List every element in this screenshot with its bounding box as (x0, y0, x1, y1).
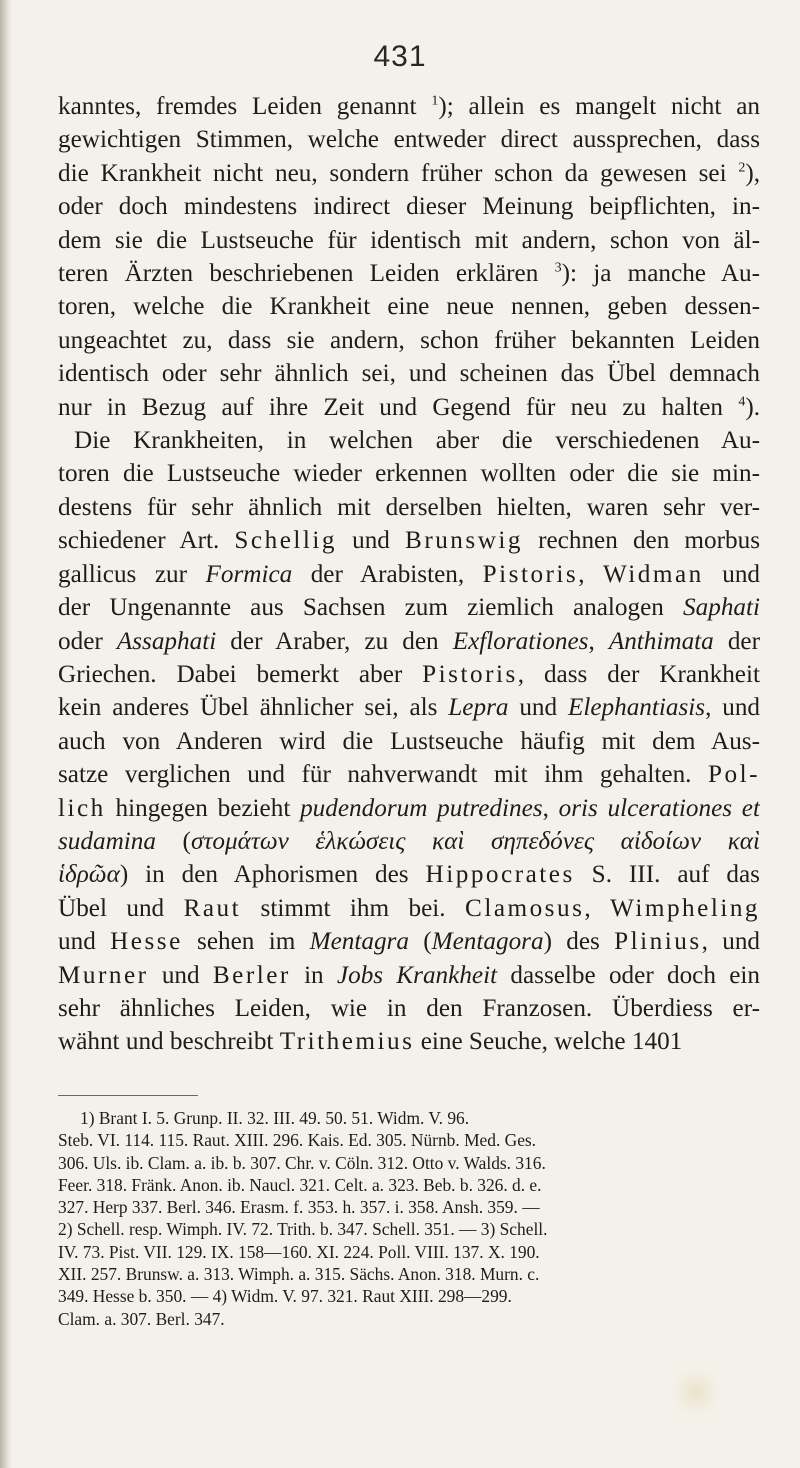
text-line (58, 959, 760, 992)
text-run: toren, welche die Krankheit eine neue nennen, geben dessen- (58, 293, 760, 321)
footnote-line: Feer. 318. Fränk. Anon. ib. Naucl. 321. Celt. a. 323. Beb. b. 326. d. e. (58, 1174, 542, 1195)
footnote-marker: 4 (738, 394, 746, 410)
spaced-name: Pistoris (482, 560, 579, 588)
text-line (58, 424, 760, 457)
italic-term: Exflorationes (452, 627, 589, 655)
text-run: dasselbe oder doch ein (497, 961, 760, 989)
text-line (58, 925, 760, 958)
text-run: der Araber, zu den (216, 627, 453, 655)
text-run: , (584, 894, 611, 922)
text-run: , dass der Krankheit (517, 660, 760, 688)
footnote-line: 2) Schell. resp. Wimph. IV. 72. Trith. b. 347. Schell. 351. — 3) Schell. (58, 1219, 548, 1240)
italic-term: Saphati (683, 594, 760, 622)
text-run: Griechen. Dabei bemerkt aber (58, 660, 423, 688)
spaced-name: Raut (183, 894, 242, 922)
footnote-line: 327. Herp 337. Berl. 346. Erasm. f. 353. h. 357. i. 358. Ansh. 359. — (58, 1197, 540, 1218)
text-line (58, 725, 760, 758)
footnote-line: Clam. a. 307. Berl. 347. (58, 1308, 225, 1329)
footnote-rule (58, 1095, 198, 1096)
text-run: sehen im (182, 928, 310, 956)
spaced-name: Clamosus (465, 894, 585, 922)
text-line (58, 825, 760, 858)
text-run: ) des (543, 928, 615, 956)
text-run: ) in den Aphorismen des (119, 861, 426, 889)
text-run: destens für sehr ähnlich mit derselben hielten, waren sehr ver- (58, 493, 760, 521)
text-run: ), (745, 159, 760, 187)
footnote-marker: 2 (738, 160, 746, 176)
text-run: nur in Bezug auf ihre Zeit und Gegend für neu zu halten (58, 393, 739, 421)
italic-term: Lepra (448, 694, 509, 722)
text-run: , (588, 627, 609, 655)
italic-term: Mentagra (309, 928, 409, 956)
spaced-name: Plinius (614, 928, 702, 956)
text-run: eine Seuche, welche 1401 (414, 1028, 683, 1056)
footnote-line: Steb. VI. 114. 115. Raut. XIII. 296. Kais. Ed. 305. Nürnb. Med. Ges. (58, 1130, 537, 1151)
text-run: ); allein es mangelt nicht an (438, 93, 760, 120)
text-run: gallicus zur (58, 560, 206, 588)
text-run: auch von Anderen wird die Lustseuche häufig mit dem Aus- (58, 727, 760, 755)
italic-term: Elephantiasis (567, 694, 706, 722)
text-run: der Arabisten, (292, 560, 483, 588)
text-line (58, 157, 760, 190)
spaced-name: Widman (603, 560, 704, 588)
text-line (58, 290, 760, 323)
text-run: wähnt und beschreibt (58, 1028, 280, 1056)
spaced-name: Trithemius (279, 1028, 415, 1056)
text-line (58, 691, 760, 724)
spaced-name: Pol- (708, 761, 760, 789)
text-run: , (578, 560, 604, 588)
text-run: oder (58, 627, 117, 655)
text-line (58, 758, 760, 791)
footnote-line: 306. Uls. ib. Clam. a. ib. b. 307. Chr. v. Cöln. 312. Otto v. Walds. 316. (58, 1152, 546, 1173)
text-run: in (290, 961, 337, 989)
text-run: oder doch mindestens indirect dieser Meinung beipflichten, in- (58, 193, 760, 221)
text-line (58, 190, 760, 223)
text-run: der (713, 627, 760, 655)
text-run: toren die Lustseuche wieder erkennen wollten oder die sie min- (58, 460, 760, 488)
text-line (58, 123, 760, 156)
text-line (58, 457, 760, 490)
text-run: die Krankheit nicht neu, sondern früher schon da gewesen sei (58, 159, 739, 187)
text-run: rechnen den morbus (522, 527, 760, 555)
italic-term: oris ulcerationes et (558, 794, 760, 822)
spaced-name: lich (58, 794, 106, 822)
text-run: S. III. auf das (574, 861, 760, 889)
text-line (58, 992, 760, 1025)
text-run: sehr ähnliches Leiden, wie in den Franzosen. Überdiess er- (58, 994, 760, 1022)
italic-term: pudendorum putredines (300, 794, 543, 822)
text-line (58, 658, 760, 691)
text-run: und (508, 694, 568, 722)
footnote-marker: 1 (431, 93, 439, 109)
text-line (58, 224, 760, 257)
text-run: stimmt ihm bei. (241, 894, 466, 922)
text-line (58, 90, 760, 123)
italic-term: Mentagora (431, 928, 544, 956)
text-line (58, 524, 760, 557)
text-run: ungeachtet zu, dass sie andern, schon früher bekannten Leiden (58, 326, 760, 354)
italic-term: Jobs Krankheit (336, 961, 498, 989)
footnote-line: XII. 257. Brunsw. a. 313. Wimph. a. 315. Sächs. Anon. 318. Murn. c. (58, 1264, 540, 1285)
text-line (58, 324, 760, 357)
text-line (58, 257, 760, 290)
text-run: der Ungenannte aus Sachsen zum ziemlich analogen (58, 594, 684, 622)
spaced-name: Pistoris (422, 660, 518, 688)
text-line (58, 357, 760, 390)
text-run: ). (745, 393, 760, 421)
text-run: ( (155, 827, 191, 855)
footnotes-block (58, 1107, 763, 1330)
text-run: ): ja manche Au- (561, 260, 760, 288)
spaced-name: Wimpheling (610, 894, 760, 922)
text-run: satze verglichen und für nahverwandt mit ihm gehalten. (58, 761, 708, 789)
text-run: und (336, 527, 406, 555)
spaced-name: Berler (212, 961, 291, 989)
italic-term: στομάτων ἑλκώσεις καὶ σηπεδόνες αἰδοίων καὶ (190, 827, 760, 855)
paper-stain (672, 1368, 720, 1416)
spaced-name: Schellig (234, 527, 337, 555)
page-binding-shadow (0, 0, 12, 1468)
footnote-line: IV. 73. Pist. VII. 129. IX. 158—160. XI. 224. Poll. VIII. 137. X. 190. (58, 1241, 540, 1262)
text-line (58, 792, 760, 825)
text-line (58, 858, 760, 891)
spaced-name: Hesse (110, 928, 183, 956)
text-line (58, 1025, 760, 1058)
italic-term: Formica (205, 560, 293, 588)
text-line (58, 391, 760, 424)
text-run: kein anderes Übel ähnlicher sei, als (58, 694, 449, 722)
text-run: ( (408, 928, 432, 956)
footnote-marker: 3 (554, 260, 562, 276)
text-run: , und (701, 928, 760, 956)
footnote-line: 349. Hesse b. 350. — 4) Widm. V. 97. 321. Raut XIII. 298—299. (58, 1286, 512, 1307)
italic-term: Anthimata (608, 627, 714, 655)
text-run: gewichtigen Stimmen, welche entweder direct aussprechen, dass (58, 126, 760, 154)
footnote-line: 1) Brant I. 5. Grunp. II. 32. III. 49. 50. 51. Widm. V. 96. (80, 1108, 470, 1128)
text-run: schiedener Art. (58, 527, 235, 555)
spaced-name: Hippocrates (425, 861, 575, 889)
text-line (58, 491, 760, 524)
text-run: hingegen bezieht (105, 794, 301, 822)
text-run: und (58, 928, 111, 956)
italic-term: Assaphati (116, 627, 217, 655)
spaced-name: Brunswig (405, 527, 523, 555)
text-run: Übel und (58, 894, 184, 922)
text-run: kanntes, fremdes Leiden genannt (58, 93, 432, 120)
text-run: und (148, 961, 213, 989)
text-run: , (542, 794, 559, 822)
text-line (58, 625, 760, 658)
page-number: 431 (373, 40, 427, 73)
text-run: , und (705, 694, 760, 722)
italic-term: sudamina (58, 827, 156, 855)
main-text-column (58, 90, 760, 1059)
text-run: und (703, 560, 760, 588)
text-line (58, 591, 760, 624)
text-run: identisch oder sehr ähnlich sei, und scheinen das Übel demnach (58, 360, 760, 388)
text-run: teren Ärzten beschriebenen Leiden erklären (58, 260, 555, 288)
italic-term: ἱδρῶα (58, 861, 120, 889)
text-line (58, 892, 760, 925)
text-run: dem sie die Lustseuche für identisch mit andern, schon von äl- (58, 226, 760, 254)
text-line (58, 558, 760, 591)
text-run: Die Krankheiten, in welchen aber die verschiedenen Au- (74, 427, 760, 455)
spaced-name: Murner (58, 961, 149, 989)
